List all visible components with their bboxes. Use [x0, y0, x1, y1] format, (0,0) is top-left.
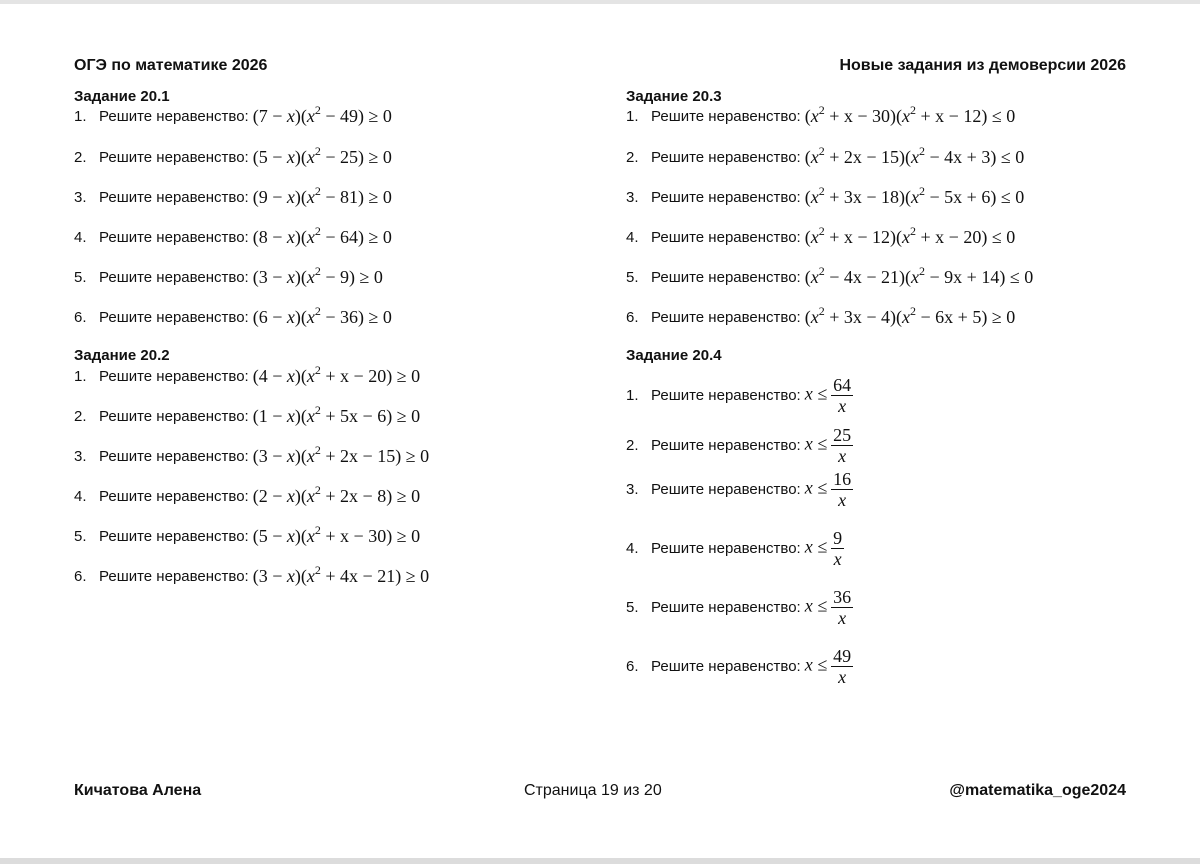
- fraction-numerator: 36: [833, 586, 852, 607]
- inequality: x ≤ $\frac{25}{x}$: [804, 424, 852, 466]
- item-prompt: Решите неравенство:: [651, 386, 801, 404]
- problem-item: [74, 305, 392, 329]
- inequality: $(3 - x)(x^2 + 2x - 15) \ge 0$: [252, 442, 430, 466]
- item-number: 1.: [626, 107, 639, 125]
- fraction-numerator: 25: [833, 424, 852, 445]
- item-number: 6.: [626, 308, 639, 326]
- inequality: $(2 - x)(x^2 + 2x - 8) \ge 0$: [252, 482, 421, 506]
- section-title: Задание 20.2: [74, 347, 170, 364]
- item-prompt: Решите неравенство:: [99, 268, 249, 286]
- inequality: x ≤ $\frac{36}{x}$: [804, 586, 852, 628]
- fraction-numerator: 64: [833, 374, 852, 395]
- problem-item: [74, 404, 420, 428]
- section-title: Задание 20.3: [626, 88, 722, 105]
- inequality: $(9 - x)(x^2 - 81) \ge 0$: [252, 183, 392, 207]
- item-number: 6.: [74, 308, 87, 326]
- inequality: $(x^2 + x - 12)(x^2 + x - 20) \le 0$: [804, 223, 1016, 247]
- problem-item: [626, 145, 1024, 169]
- fraction-denominator: x: [838, 395, 847, 416]
- item-prompt: Решите неравенство:: [651, 480, 801, 498]
- problem-item: [626, 305, 1015, 329]
- inequality: $(x^2 + 2x - 15)(x^2 - 4x + 3) \le 0$: [804, 143, 1025, 167]
- item-prompt: Решите неравенство:: [651, 436, 801, 454]
- page-top-edge: [0, 0, 1200, 4]
- item-prompt: Решите неравенство:: [99, 148, 249, 166]
- problem-item: [626, 225, 1015, 249]
- item-prompt: Решите неравенство:: [99, 447, 249, 465]
- problem-item: [74, 104, 392, 128]
- header-title: ОГЭ по математике 2026: [74, 57, 268, 74]
- item-number: 2.: [626, 436, 639, 454]
- item-number: 5.: [626, 268, 639, 286]
- inequality: $(5 - x)(x^2 + x - 30) \ge 0$: [252, 522, 421, 546]
- item-prompt: Решите неравенство:: [99, 407, 249, 425]
- header-subtitle: Новые задания из демоверсии 2026: [839, 57, 1126, 74]
- problem-item: [626, 644, 853, 688]
- item-number: 3.: [626, 480, 639, 498]
- page-number: Страница 19 из 20: [524, 782, 662, 799]
- item-prompt: Решите неравенство:: [651, 598, 801, 616]
- problem-item: [74, 364, 420, 388]
- inequality: $(x^2 + x - 30)(x^2 + x - 12) \le 0$: [804, 102, 1016, 126]
- fraction-numerator: 16: [833, 468, 852, 489]
- problem-item: [74, 524, 420, 548]
- fraction-denominator: x: [833, 548, 842, 569]
- item-number: 1.: [626, 386, 639, 404]
- inequality: $(x^2 - 4x - 21)(x^2 - 9x + 14) \le 0$: [804, 263, 1034, 287]
- item-number: 5.: [74, 527, 87, 545]
- section-title: Задание 20.1: [74, 88, 170, 105]
- fraction-denominator: x: [838, 445, 847, 466]
- problem-item: [626, 526, 844, 570]
- fraction-denominator: x: [838, 607, 847, 628]
- item-number: 4.: [626, 539, 639, 557]
- item-number: 4.: [74, 228, 87, 246]
- problem-item: [626, 104, 1015, 128]
- item-number: 2.: [74, 148, 87, 166]
- problem-item: [74, 484, 420, 508]
- item-prompt: Решите неравенство:: [99, 567, 249, 585]
- inequality: $(x^2 + 3x - 4)(x^2 - 6x + 5) \ge 0$: [804, 303, 1016, 327]
- footer-handle: @matematika_oge2024: [949, 782, 1126, 799]
- item-prompt: Решите неравенство:: [651, 188, 801, 206]
- fraction-numerator: 9: [833, 527, 843, 548]
- item-prompt: Решите неравенство:: [99, 188, 249, 206]
- item-number: 3.: [626, 188, 639, 206]
- item-prompt: Решите неравенство:: [651, 107, 801, 125]
- inequality: $(x^2 + 3x - 18)(x^2 - 5x + 6) \le 0$: [804, 183, 1025, 207]
- inequality: $(4 - x)(x^2 + x - 20) \ge 0$: [252, 362, 421, 386]
- section-title: Задание 20.4: [626, 347, 722, 364]
- fraction-numerator: 49: [833, 645, 852, 666]
- item-prompt: Решите неравенство:: [651, 268, 801, 286]
- problem-item: [74, 145, 392, 169]
- problem-item: [626, 185, 1024, 209]
- inequality: $(1 - x)(x^2 + 5x - 6) \ge 0$: [252, 402, 421, 426]
- item-prompt: Решите неравенство:: [99, 487, 249, 505]
- inequality: $(3 - x)(x^2 - 9) \ge 0$: [252, 263, 383, 287]
- problem-item: [626, 585, 853, 629]
- item-number: 3.: [74, 447, 87, 465]
- inequality: $(5 - x)(x^2 - 25) \ge 0$: [252, 143, 392, 167]
- problem-item: [74, 225, 392, 249]
- item-prompt: Решите неравенство:: [99, 527, 249, 545]
- page-bottom-edge: [0, 858, 1200, 864]
- problem-item: [626, 265, 1033, 289]
- inequality: x ≤ $\frac{64}{x}$: [804, 374, 852, 416]
- item-number: 2.: [74, 407, 87, 425]
- fraction-denominator: x: [838, 489, 847, 510]
- footer-author: Кичатова Алена: [74, 782, 202, 799]
- item-prompt: Решите неравенство:: [651, 228, 801, 246]
- inequality: $(6 - x)(x^2 - 36) \ge 0$: [252, 303, 392, 327]
- item-number: 1.: [74, 107, 87, 125]
- problem-item: [74, 185, 392, 209]
- fraction-denominator: x: [838, 666, 847, 687]
- item-prompt: Решите неравенство:: [651, 539, 801, 557]
- problem-item: [626, 373, 853, 417]
- inequality: $(3 - x)(x^2 + 4x - 21) \ge 0$: [252, 562, 430, 586]
- item-number: 2.: [626, 148, 639, 166]
- inequality: x ≤ $\frac{49}{x}$: [804, 645, 852, 687]
- item-prompt: Решите неравенство:: [99, 107, 249, 125]
- inequality: $(7 - x)(x^2 - 49) \ge 0$: [252, 102, 392, 126]
- item-number: 6.: [74, 567, 87, 585]
- item-prompt: Решите неравенство:: [99, 367, 249, 385]
- inequality: x ≤ $\frac{9}{x}$: [804, 527, 843, 569]
- item-prompt: Решите неравенство:: [651, 308, 801, 326]
- item-number: 5.: [626, 598, 639, 616]
- problem-item: [74, 444, 429, 468]
- item-number: 4.: [626, 228, 639, 246]
- problem-item: [626, 423, 853, 467]
- problem-item: [74, 265, 383, 289]
- inequality: x ≤ $\frac{16}{x}$: [804, 468, 852, 510]
- item-number: 1.: [74, 367, 87, 385]
- item-prompt: Решите неравенство:: [99, 308, 249, 326]
- item-prompt: Решите неравенство:: [651, 148, 801, 166]
- item-number: 3.: [74, 188, 87, 206]
- item-prompt: Решите неравенство:: [99, 228, 249, 246]
- problem-item: [626, 467, 853, 511]
- item-number: 4.: [74, 487, 87, 505]
- item-number: 6.: [626, 657, 639, 675]
- item-number: 5.: [74, 268, 87, 286]
- problem-item: [74, 564, 429, 588]
- inequality: $(8 - x)(x^2 - 64) \ge 0$: [252, 223, 392, 247]
- item-prompt: Решите неравенство:: [651, 657, 801, 675]
